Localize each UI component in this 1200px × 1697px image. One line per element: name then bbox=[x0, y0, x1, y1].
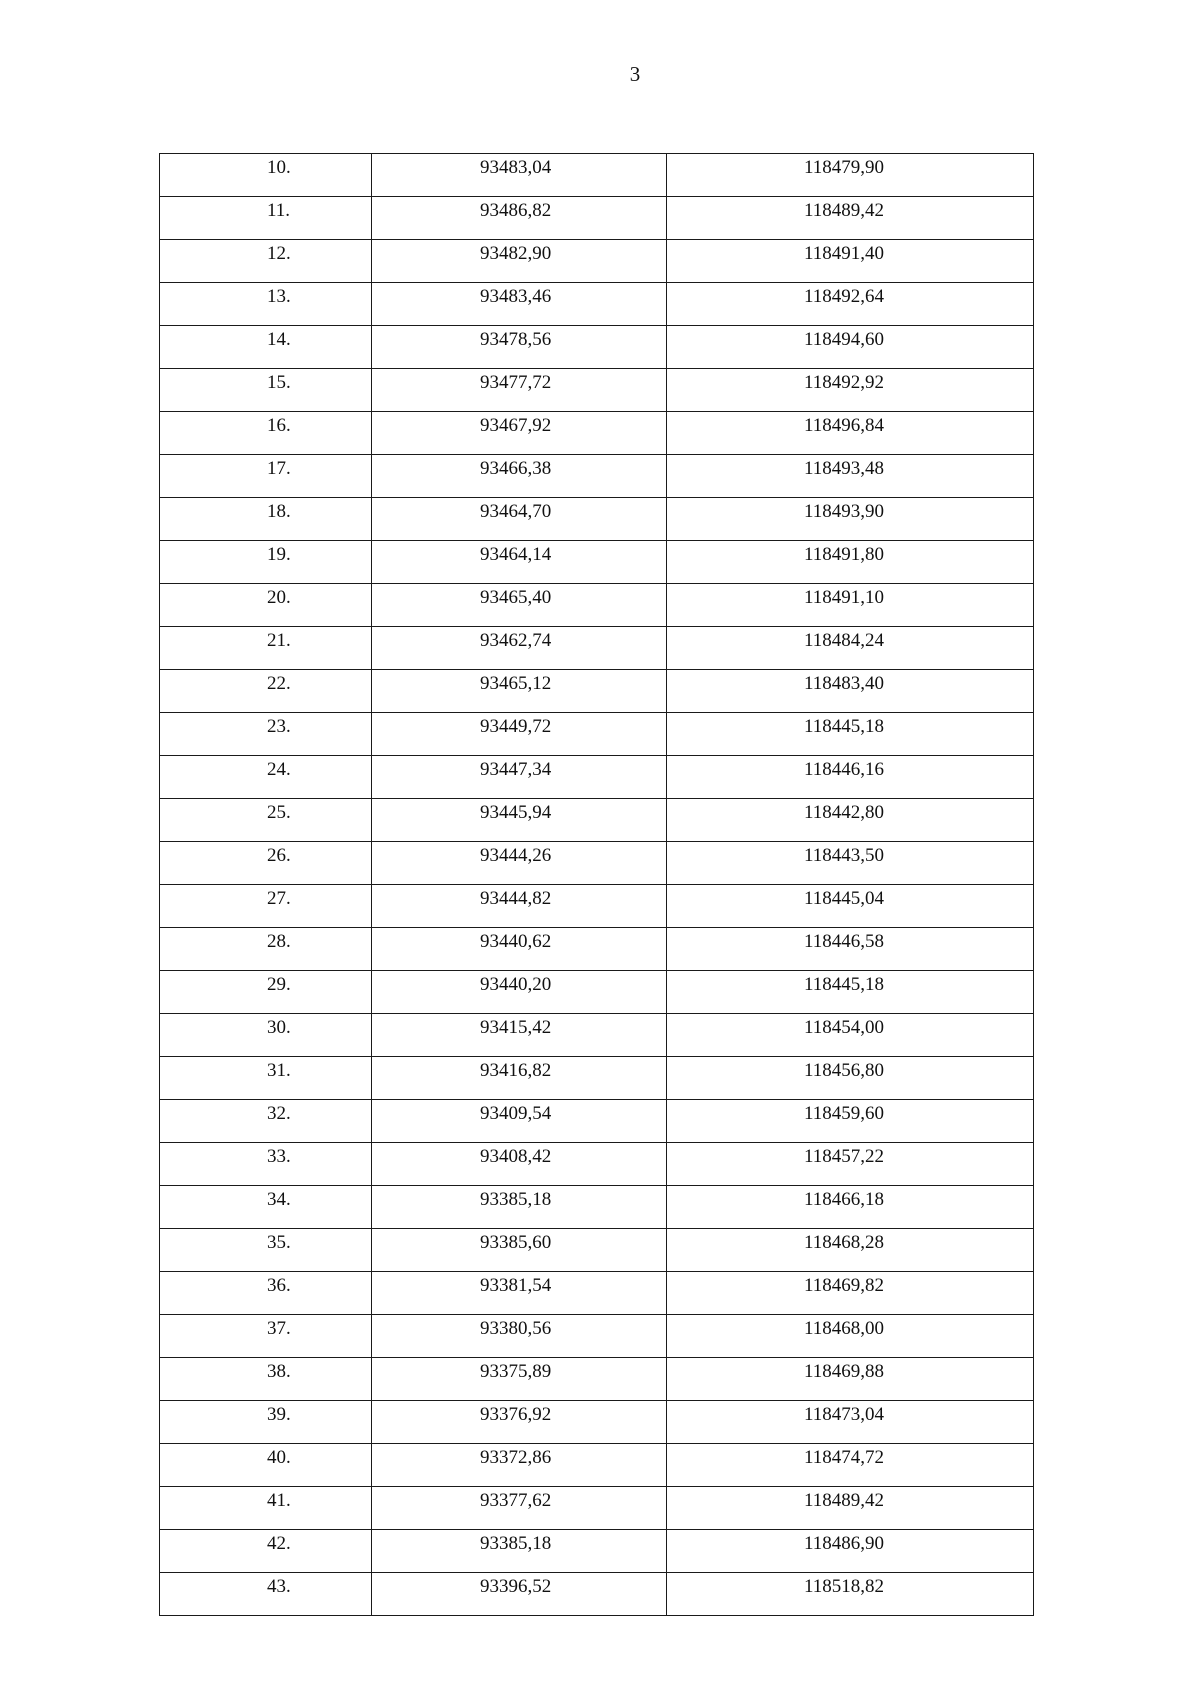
point-number-cell bbox=[160, 369, 372, 412]
point-number-cell-text: 22. bbox=[267, 673, 291, 694]
x-coordinate-cell-text: 93375,89 bbox=[480, 1361, 552, 1382]
x-coordinate-cell-text: 93467,92 bbox=[480, 415, 552, 436]
x-coordinate-cell bbox=[372, 1401, 667, 1444]
x-coordinate-cell-text: 93482,90 bbox=[480, 243, 552, 264]
y-coordinate-cell-text: 118492,64 bbox=[804, 286, 885, 307]
x-coordinate-cell bbox=[372, 154, 667, 197]
y-coordinate-cell bbox=[667, 799, 1034, 842]
table-row bbox=[160, 584, 1034, 627]
x-coordinate-cell-text: 93385,60 bbox=[480, 1232, 552, 1253]
table-row bbox=[160, 1573, 1034, 1616]
y-coordinate-cell-text: 118494,60 bbox=[804, 329, 885, 350]
table-row bbox=[160, 369, 1034, 412]
y-coordinate-cell bbox=[667, 1530, 1034, 1573]
y-coordinate-cell bbox=[667, 1573, 1034, 1616]
x-coordinate-cell-text: 93464,70 bbox=[480, 501, 552, 522]
table-row bbox=[160, 498, 1034, 541]
y-coordinate-cell-text: 118443,50 bbox=[804, 845, 885, 866]
point-number-cell-text: 10. bbox=[267, 157, 291, 178]
x-coordinate-cell bbox=[372, 412, 667, 455]
x-coordinate-cell bbox=[372, 1186, 667, 1229]
table-row bbox=[160, 283, 1034, 326]
table-row bbox=[160, 1358, 1034, 1401]
point-number-cell bbox=[160, 412, 372, 455]
x-coordinate-cell bbox=[372, 627, 667, 670]
x-coordinate-cell-text: 93385,18 bbox=[480, 1189, 552, 1210]
y-coordinate-cell bbox=[667, 1100, 1034, 1143]
table-row bbox=[160, 756, 1034, 799]
table-row bbox=[160, 1272, 1034, 1315]
x-coordinate-cell-text: 93445,94 bbox=[480, 802, 552, 823]
x-coordinate-cell-text: 93465,40 bbox=[480, 587, 552, 608]
x-coordinate-cell-text: 93483,46 bbox=[480, 286, 552, 307]
y-coordinate-cell-text: 118493,90 bbox=[804, 501, 885, 522]
point-number-cell-text: 11. bbox=[267, 200, 291, 221]
table-row bbox=[160, 627, 1034, 670]
x-coordinate-cell bbox=[372, 584, 667, 627]
point-number-cell-text: 35. bbox=[267, 1232, 291, 1253]
y-coordinate-cell bbox=[667, 885, 1034, 928]
x-coordinate-cell-text: 93464,14 bbox=[480, 544, 552, 565]
y-coordinate-cell bbox=[667, 584, 1034, 627]
point-number-cell bbox=[160, 584, 372, 627]
point-number-cell bbox=[160, 799, 372, 842]
x-coordinate-cell-text: 93380,56 bbox=[480, 1318, 552, 1339]
table-row bbox=[160, 928, 1034, 971]
table-row bbox=[160, 1186, 1034, 1229]
y-coordinate-cell bbox=[667, 541, 1034, 584]
point-number-cell bbox=[160, 885, 372, 928]
table-row bbox=[160, 670, 1034, 713]
point-number-cell-text: 42. bbox=[267, 1533, 291, 1554]
x-coordinate-cell-text: 93466,38 bbox=[480, 458, 552, 479]
point-number-cell-text: 17. bbox=[267, 458, 291, 479]
y-coordinate-cell-text: 118492,92 bbox=[804, 372, 885, 393]
table-row bbox=[160, 1530, 1034, 1573]
point-number-cell-text: 37. bbox=[267, 1318, 291, 1339]
y-coordinate-cell bbox=[667, 971, 1034, 1014]
point-number-cell bbox=[160, 1100, 372, 1143]
point-number-cell bbox=[160, 1530, 372, 1573]
coordinates-table-body bbox=[160, 154, 1034, 1616]
y-coordinate-cell bbox=[667, 1272, 1034, 1315]
y-coordinate-cell bbox=[667, 670, 1034, 713]
y-coordinate-cell-text: 118474,72 bbox=[804, 1447, 885, 1468]
point-number-cell-text: 33. bbox=[267, 1146, 291, 1167]
y-coordinate-cell bbox=[667, 1444, 1034, 1487]
y-coordinate-cell-text: 118456,80 bbox=[804, 1060, 885, 1081]
point-number-cell bbox=[160, 756, 372, 799]
y-coordinate-cell-text: 118489,42 bbox=[804, 1490, 885, 1511]
point-number-cell-text: 18. bbox=[267, 501, 291, 522]
y-coordinate-cell bbox=[667, 197, 1034, 240]
point-number-cell bbox=[160, 326, 372, 369]
x-coordinate-cell bbox=[372, 799, 667, 842]
y-coordinate-cell-text: 118491,40 bbox=[804, 243, 885, 264]
point-number-cell bbox=[160, 928, 372, 971]
x-coordinate-cell bbox=[372, 240, 667, 283]
table-row bbox=[160, 240, 1034, 283]
point-number-cell bbox=[160, 154, 372, 197]
point-number-cell-text: 21. bbox=[267, 630, 291, 651]
point-number-cell bbox=[160, 1186, 372, 1229]
y-coordinate-cell-text: 118457,22 bbox=[804, 1146, 885, 1167]
x-coordinate-cell bbox=[372, 713, 667, 756]
point-number-cell bbox=[160, 498, 372, 541]
table-row bbox=[160, 455, 1034, 498]
y-coordinate-cell bbox=[667, 1487, 1034, 1530]
point-number-cell bbox=[160, 1057, 372, 1100]
point-number-cell-text: 13. bbox=[267, 286, 291, 307]
x-coordinate-cell-text: 93444,26 bbox=[480, 845, 552, 866]
y-coordinate-cell bbox=[667, 1186, 1034, 1229]
point-number-cell-text: 23. bbox=[267, 716, 291, 737]
point-number-cell-text: 15. bbox=[267, 372, 291, 393]
point-number-cell-text: 36. bbox=[267, 1275, 291, 1296]
table-row bbox=[160, 1229, 1034, 1272]
x-coordinate-cell bbox=[372, 326, 667, 369]
point-number-cell-text: 43. bbox=[267, 1576, 291, 1597]
x-coordinate-cell bbox=[372, 369, 667, 412]
y-coordinate-cell-text: 118496,84 bbox=[804, 415, 885, 436]
x-coordinate-cell bbox=[372, 541, 667, 584]
x-coordinate-cell-text: 93449,72 bbox=[480, 716, 552, 737]
coordinates-table bbox=[159, 153, 1034, 1616]
x-coordinate-cell-text: 93409,54 bbox=[480, 1103, 552, 1124]
y-coordinate-cell-text: 118468,00 bbox=[804, 1318, 885, 1339]
table-row bbox=[160, 1401, 1034, 1444]
table-row bbox=[160, 197, 1034, 240]
x-coordinate-cell-text: 93372,86 bbox=[480, 1447, 552, 1468]
y-coordinate-cell-text: 118486,90 bbox=[804, 1533, 885, 1554]
y-coordinate-cell bbox=[667, 369, 1034, 412]
point-number-cell bbox=[160, 541, 372, 584]
y-coordinate-cell bbox=[667, 1401, 1034, 1444]
point-number-cell-text: 14. bbox=[267, 329, 291, 350]
point-number-cell-text: 41. bbox=[267, 1490, 291, 1511]
y-coordinate-cell-text: 118445,18 bbox=[804, 716, 885, 737]
y-coordinate-cell-text: 118445,04 bbox=[804, 888, 885, 909]
y-coordinate-cell-text: 118454,00 bbox=[804, 1017, 885, 1038]
point-number-cell-text: 25. bbox=[267, 802, 291, 823]
table-row bbox=[160, 885, 1034, 928]
point-number-cell bbox=[160, 240, 372, 283]
point-number-cell bbox=[160, 1358, 372, 1401]
point-number-cell-text: 20. bbox=[267, 587, 291, 608]
x-coordinate-cell bbox=[372, 928, 667, 971]
x-coordinate-cell bbox=[372, 1573, 667, 1616]
point-number-cell bbox=[160, 1143, 372, 1186]
point-number-cell bbox=[160, 1315, 372, 1358]
point-number-cell bbox=[160, 1573, 372, 1616]
point-number-cell-text: 24. bbox=[267, 759, 291, 780]
y-coordinate-cell bbox=[667, 240, 1034, 283]
point-number-cell bbox=[160, 455, 372, 498]
x-coordinate-cell bbox=[372, 670, 667, 713]
point-number-cell bbox=[160, 971, 372, 1014]
y-coordinate-cell-text: 118493,48 bbox=[804, 458, 885, 479]
y-coordinate-cell-text: 118466,18 bbox=[804, 1189, 885, 1210]
x-coordinate-cell-text: 93444,82 bbox=[480, 888, 552, 909]
x-coordinate-cell bbox=[372, 1272, 667, 1315]
y-coordinate-cell bbox=[667, 1358, 1034, 1401]
y-coordinate-cell bbox=[667, 1014, 1034, 1057]
y-coordinate-cell-text: 118445,18 bbox=[804, 974, 885, 995]
y-coordinate-cell-text: 118473,04 bbox=[804, 1404, 885, 1425]
point-number-cell-text: 16. bbox=[267, 415, 291, 436]
point-number-cell bbox=[160, 670, 372, 713]
y-coordinate-cell bbox=[667, 1229, 1034, 1272]
x-coordinate-cell bbox=[372, 498, 667, 541]
table-row bbox=[160, 1444, 1034, 1487]
point-number-cell-text: 31. bbox=[267, 1060, 291, 1081]
y-coordinate-cell-text: 118468,28 bbox=[804, 1232, 885, 1253]
y-coordinate-cell-text: 118442,80 bbox=[804, 802, 885, 823]
x-coordinate-cell bbox=[372, 885, 667, 928]
point-number-cell-text: 32. bbox=[267, 1103, 291, 1124]
x-coordinate-cell bbox=[372, 1057, 667, 1100]
point-number-cell-text: 26. bbox=[267, 845, 291, 866]
x-coordinate-cell-text: 93465,12 bbox=[480, 673, 552, 694]
point-number-cell bbox=[160, 1401, 372, 1444]
point-number-cell-text: 34. bbox=[267, 1189, 291, 1210]
x-coordinate-cell-text: 93440,20 bbox=[480, 974, 552, 995]
table-row bbox=[160, 1487, 1034, 1530]
x-coordinate-cell-text: 93376,92 bbox=[480, 1404, 552, 1425]
x-coordinate-cell-text: 93381,54 bbox=[480, 1275, 552, 1296]
x-coordinate-cell bbox=[372, 197, 667, 240]
y-coordinate-cell-text: 118479,90 bbox=[804, 157, 885, 178]
y-coordinate-cell-text: 118483,40 bbox=[804, 673, 885, 694]
x-coordinate-cell-text: 93385,18 bbox=[480, 1533, 552, 1554]
point-number-cell bbox=[160, 1444, 372, 1487]
point-number-cell-text: 12. bbox=[267, 243, 291, 264]
point-number-cell bbox=[160, 1229, 372, 1272]
y-coordinate-cell bbox=[667, 498, 1034, 541]
point-number-cell-text: 19. bbox=[267, 544, 291, 565]
y-coordinate-cell-text: 118491,80 bbox=[804, 544, 885, 565]
x-coordinate-cell-text: 93396,52 bbox=[480, 1576, 552, 1597]
x-coordinate-cell-text: 93415,42 bbox=[480, 1017, 552, 1038]
table-row bbox=[160, 1143, 1034, 1186]
x-coordinate-cell-text: 93486,82 bbox=[480, 200, 552, 221]
y-coordinate-cell bbox=[667, 928, 1034, 971]
y-coordinate-cell bbox=[667, 283, 1034, 326]
point-number-cell-text: 38. bbox=[267, 1361, 291, 1382]
y-coordinate-cell bbox=[667, 756, 1034, 799]
point-number-cell-text: 40. bbox=[267, 1447, 291, 1468]
x-coordinate-cell-text: 93478,56 bbox=[480, 329, 552, 350]
y-coordinate-cell-text: 118446,58 bbox=[804, 931, 885, 952]
table-row bbox=[160, 154, 1034, 197]
x-coordinate-cell-text: 93477,72 bbox=[480, 372, 552, 393]
x-coordinate-cell bbox=[372, 1530, 667, 1573]
table-row bbox=[160, 842, 1034, 885]
y-coordinate-cell bbox=[667, 713, 1034, 756]
y-coordinate-cell-text: 118469,82 bbox=[804, 1275, 885, 1296]
y-coordinate-cell bbox=[667, 1057, 1034, 1100]
table-row bbox=[160, 412, 1034, 455]
y-coordinate-cell-text: 118489,42 bbox=[804, 200, 885, 221]
table-row bbox=[160, 799, 1034, 842]
x-coordinate-cell bbox=[372, 1444, 667, 1487]
point-number-cell-text: 28. bbox=[267, 931, 291, 952]
y-coordinate-cell bbox=[667, 1315, 1034, 1358]
table-row bbox=[160, 1100, 1034, 1143]
x-coordinate-cell-text: 93408,42 bbox=[480, 1146, 552, 1167]
y-coordinate-cell bbox=[667, 1143, 1034, 1186]
x-coordinate-cell-text: 93447,34 bbox=[480, 759, 552, 780]
x-coordinate-cell bbox=[372, 1014, 667, 1057]
y-coordinate-cell bbox=[667, 412, 1034, 455]
point-number-cell bbox=[160, 197, 372, 240]
x-coordinate-cell bbox=[372, 1143, 667, 1186]
y-coordinate-cell-text: 118518,82 bbox=[804, 1576, 885, 1597]
x-coordinate-cell bbox=[372, 1229, 667, 1272]
y-coordinate-cell-text: 118484,24 bbox=[804, 630, 885, 651]
point-number-cell bbox=[160, 1272, 372, 1315]
x-coordinate-cell bbox=[372, 842, 667, 885]
x-coordinate-cell-text: 93483,04 bbox=[480, 157, 552, 178]
x-coordinate-cell bbox=[372, 1100, 667, 1143]
table-row bbox=[160, 1315, 1034, 1358]
y-coordinate-cell-text: 118469,88 bbox=[804, 1361, 885, 1382]
point-number-cell bbox=[160, 1014, 372, 1057]
x-coordinate-cell bbox=[372, 1358, 667, 1401]
y-coordinate-cell bbox=[667, 842, 1034, 885]
point-number-cell bbox=[160, 283, 372, 326]
table-row bbox=[160, 326, 1034, 369]
table-row bbox=[160, 1057, 1034, 1100]
x-coordinate-cell-text: 93440,62 bbox=[480, 931, 552, 952]
x-coordinate-cell bbox=[372, 455, 667, 498]
table-row bbox=[160, 1014, 1034, 1057]
x-coordinate-cell bbox=[372, 756, 667, 799]
x-coordinate-cell-text: 93462,74 bbox=[480, 630, 552, 651]
table-row bbox=[160, 713, 1034, 756]
y-coordinate-cell-text: 118459,60 bbox=[804, 1103, 885, 1124]
table-row bbox=[160, 541, 1034, 584]
y-coordinate-cell-text: 118491,10 bbox=[804, 587, 885, 608]
y-coordinate-cell bbox=[667, 154, 1034, 197]
point-number-cell-text: 30. bbox=[267, 1017, 291, 1038]
x-coordinate-cell bbox=[372, 1487, 667, 1530]
y-coordinate-cell bbox=[667, 627, 1034, 670]
point-number-cell bbox=[160, 627, 372, 670]
point-number-cell bbox=[160, 1487, 372, 1530]
x-coordinate-cell-text: 93377,62 bbox=[480, 1490, 552, 1511]
y-coordinate-cell bbox=[667, 326, 1034, 369]
point-number-cell bbox=[160, 842, 372, 885]
point-number-cell bbox=[160, 713, 372, 756]
y-coordinate-cell bbox=[667, 455, 1034, 498]
table-row bbox=[160, 971, 1034, 1014]
point-number-cell-text: 39. bbox=[267, 1404, 291, 1425]
x-coordinate-cell bbox=[372, 283, 667, 326]
x-coordinate-cell bbox=[372, 971, 667, 1014]
point-number-cell-text: 29. bbox=[267, 974, 291, 995]
page-number: 3 bbox=[629, 62, 641, 86]
point-number-cell-text: 27. bbox=[267, 888, 291, 909]
x-coordinate-cell bbox=[372, 1315, 667, 1358]
x-coordinate-cell-text: 93416,82 bbox=[480, 1060, 552, 1081]
y-coordinate-cell-text: 118446,16 bbox=[804, 759, 885, 780]
